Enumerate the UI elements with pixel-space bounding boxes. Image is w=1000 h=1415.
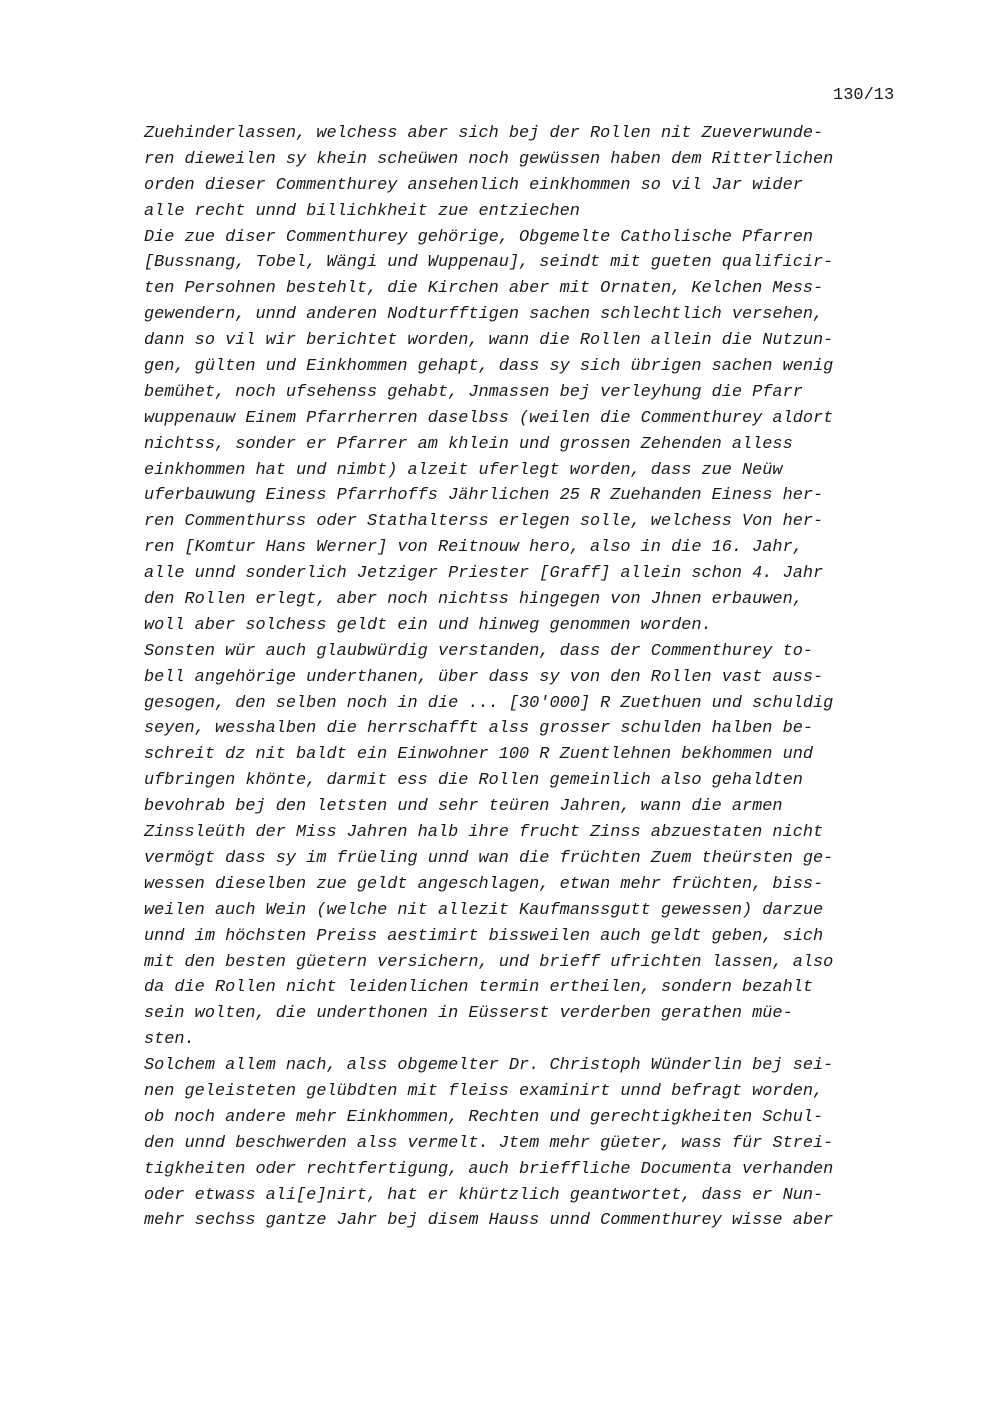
text-line: orden dieser Commenthurey ansehenlich einkhommen so vil Jar wider bbox=[144, 175, 803, 195]
text-line: ren [Komtur Hans Werner] von Reitnouw hero, also in die 16. Jahr, bbox=[144, 538, 803, 558]
text-line: alle recht unnd billichkheit zue entziechen bbox=[144, 201, 580, 221]
text-line: gen, gülten und Einkhommen gehapt, dass sy sich übrigen sachen wenig bbox=[144, 357, 834, 377]
text-line: bell angehörige underthanen, über dass sy von den Rollen vast auss- bbox=[144, 667, 824, 687]
text-line: den unnd beschwerden alss vermelt. Jtem mehr güeter, wass für Strei- bbox=[144, 1133, 834, 1153]
text-line: weilen auch Wein (welche nit allezit Kaufmanssgutt gewessen) darzue bbox=[144, 900, 824, 920]
text-line: ren Commenthurss oder Stathalterss erlegen solle, welchess Von her- bbox=[144, 512, 824, 532]
text-line: bevohrab bej den letsten und sehr teüren Jahren, wann die armen bbox=[144, 797, 783, 817]
text-line: gesogen, den selben noch in die ... [30'000] R Zuethuen und schuldig bbox=[144, 693, 834, 713]
text-line: schreit dz nit baldt ein Einwohner 100 R Zuentlehnen bekhommen und bbox=[144, 745, 813, 765]
text-line: sein wolten, die underthonen in Eüsserst verderben gerathen müe- bbox=[144, 1004, 793, 1024]
text-line: ren dieweilen sy khein scheüwen noch gewüssen haben dem Ritterlichen bbox=[144, 149, 834, 169]
text-line: nichtss, sonder er Pfarrer am khlein und grossen Zehenden alless bbox=[144, 434, 793, 454]
text-line: Zinssleüth der Miss Jahren halb ihre frucht Zinss abzuestaten nicht bbox=[144, 823, 824, 843]
text-line: gewendern, unnd anderen Nodturfftigen sachen schlechtlich versehen, bbox=[144, 305, 824, 325]
text-line: Die zue diser Commenthurey gehörige, Obgemelte Catholische Pfarren bbox=[144, 227, 813, 247]
text-line: bemühet, noch ufsehenss gehabt, Jnmassen bej verleyhung die Pfarr bbox=[144, 382, 803, 402]
text-line: sten. bbox=[144, 1030, 195, 1050]
text-line: einkhommen hat und nimbt) alzeit uferlegt worden, dass zue Neüw bbox=[144, 460, 783, 480]
text-line: Zuehinderlassen, welchess aber sich bej der Rollen nit Zueverwunde- bbox=[144, 124, 824, 143]
text-line: Sonsten wür auch glaubwürdig verstanden, dass der Commenthurey to- bbox=[144, 641, 813, 661]
text-line: alle unnd sonderlich Jetziger Priester [Graff] allein schon 4. Jahr bbox=[144, 564, 824, 584]
text-line: mehr sechss gantze Jahr bej disem Hauss unnd Commenthurey wisse aber bbox=[144, 1211, 834, 1231]
text-line: woll aber solchess geldt ein und hinweg genommen worden. bbox=[144, 615, 712, 635]
text-line: nen geleisteten gelübdten mit fleiss examinirt unnd befragt worden, bbox=[144, 1081, 824, 1101]
text-line: uferbauwung Einess Pfarrhoffs Jährlichen 25 R Zuehanden Einess her- bbox=[144, 486, 824, 506]
page-number: 130/13 bbox=[833, 86, 895, 105]
text-line: [Bussnang, Tobel, Wängi und Wuppenau], seindt mit gueten qualificir- bbox=[144, 253, 834, 273]
text-line: dann so vil wir berichtet worden, wann die Rollen allein die Nutzun- bbox=[144, 331, 834, 351]
text-line: wessen dieselben zue geldt angeschlagen, etwan mehr früchten, biss- bbox=[144, 874, 824, 894]
document-body-text bbox=[144, 121, 924, 1234]
text-line: ob noch andere mehr Einkhommen, Rechten und gerechtigkheiten Schul- bbox=[144, 1107, 824, 1127]
text-line: wuppenauw Einem Pfarrherren daselbss (weilen die Commenthurey aldort bbox=[144, 408, 834, 428]
text-line: da die Rollen nicht leidenlichen termin ertheilen, sondern bezahlt bbox=[144, 978, 813, 998]
text-line: seyen, wesshalben die herrschafft alss grosser schulden halben be- bbox=[144, 719, 813, 739]
text-line: ten Persohnen bestehlt, die Kirchen aber mit Ornaten, Kelchen Mess- bbox=[144, 279, 824, 299]
text-line: oder etwass ali[e]nirt, hat er khürtzlich geantwortet, dass er Nun- bbox=[144, 1185, 824, 1205]
text-line: mit den besten güetern versichern, und brieff ufrichten lassen, also bbox=[144, 952, 834, 972]
text-line: den Rollen erlegt, aber noch nichtss hingegen von Jhnen erbauwen, bbox=[144, 590, 803, 610]
text-line: ufbringen khönte, darmit ess die Rollen gemeinlich also gehaldten bbox=[144, 771, 803, 791]
text-line: unnd im höchsten Preiss aestimirt bissweilen auch geldt geben, sich bbox=[144, 926, 824, 946]
text-line: vermögt dass sy im früeling unnd wan die früchten Zuem theürsten ge- bbox=[144, 848, 834, 868]
text-line: tigkheiten oder rechtfertigung, auch brieffliche Documenta verhanden bbox=[144, 1159, 834, 1179]
text-line: Solchem allem nach, alss obgemelter Dr. Christoph Wünderlin bej sei- bbox=[144, 1056, 834, 1076]
